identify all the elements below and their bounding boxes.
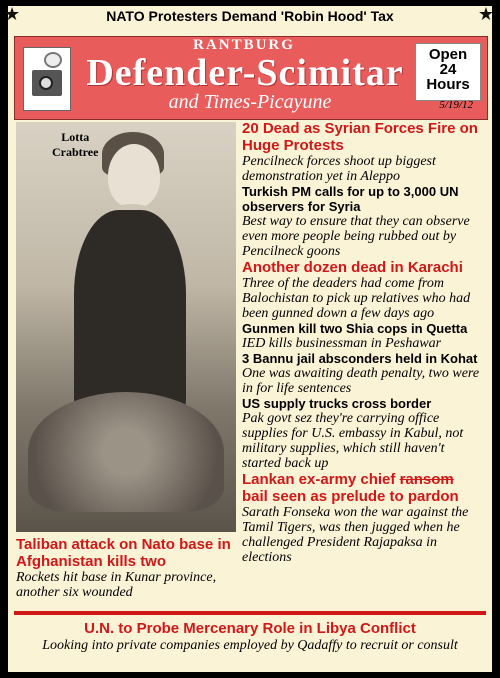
story-headline[interactable]: 3 Bannu jail absconders held in Kohat [242,351,478,366]
story-headline[interactable]: Gunmen kill two Shia cops in Quetta [242,321,468,336]
story-deck: IED kills businessman in Peshawar [242,336,442,351]
story-deck: Pak govt sez they're carrying office supplies for U.S. embassy in Kabul, not military supplies, which still haven't started back up [242,411,464,471]
story-deck: Best way to ensure that they can observe even more people being rubbed out by Pencilneck goons [242,214,470,259]
story-deck: Pencilneck forces shoot up biggest demonstration yet in Aleppo [242,154,436,184]
story-headline[interactable]: Taliban attack on Nato base in Afghanistan kills two [16,536,231,570]
story-deck: Looking into private companies employed by Qadaffy to recruit or consult [42,638,458,653]
open-hours-badge: Open 24 Hours [415,43,481,101]
story-headline[interactable]: Another dozen dead in Karachi [242,259,463,276]
story-headline[interactable]: Lankan ex-army chief ransom bail seen as prelude to pardon [242,471,459,505]
photo-caption: Lotta Crabtree [52,130,99,159]
masthead-subtitle: and Times-Picayune [168,91,332,113]
camera-icon [23,47,71,111]
masthead-line1: RANTBURG [193,37,295,53]
top-headline[interactable]: NATO Protesters Demand 'Robin Hood' Tax [106,8,394,24]
masthead [14,36,488,120]
story-headline[interactable]: U.N. to Probe Mercenary Role in Libya Conflict [84,620,416,637]
story-deck: Three of the deaders had come from Balochistan to pick up relatives who had been gunned down a few days ago [242,276,471,321]
star-icon: ★ [477,4,494,24]
issue-date: 5/19/12 [439,99,473,111]
portrait-photo [16,122,236,532]
story-deck: Sarath Fonseka won the war against the Tamil Tigers, was then jugged when he challenged President Rajapaksa in elections [242,505,469,565]
masthead-title: Defender-Scimitar [86,52,404,94]
left-story [16,536,238,600]
story-headline[interactable]: 20 Dead as Syrian Forces Fire on Huge Protests [242,120,478,154]
story-deck: One was awaiting death penalty, two were in for life sentences [242,366,480,396]
bottom-story [14,620,486,654]
right-column [242,120,482,565]
story-headline[interactable]: Turkish PM calls for up to 3,000 UN observers for Syria [242,184,459,214]
star-icon: ★ [4,4,21,24]
struck-word: ransom [399,471,454,488]
story-headline[interactable]: US supply trucks cross border [242,396,432,411]
divider [14,611,486,615]
camera-flash-icon [44,52,62,68]
story-deck: Rockets hit base in Kunar province, another six wounded [16,570,217,600]
